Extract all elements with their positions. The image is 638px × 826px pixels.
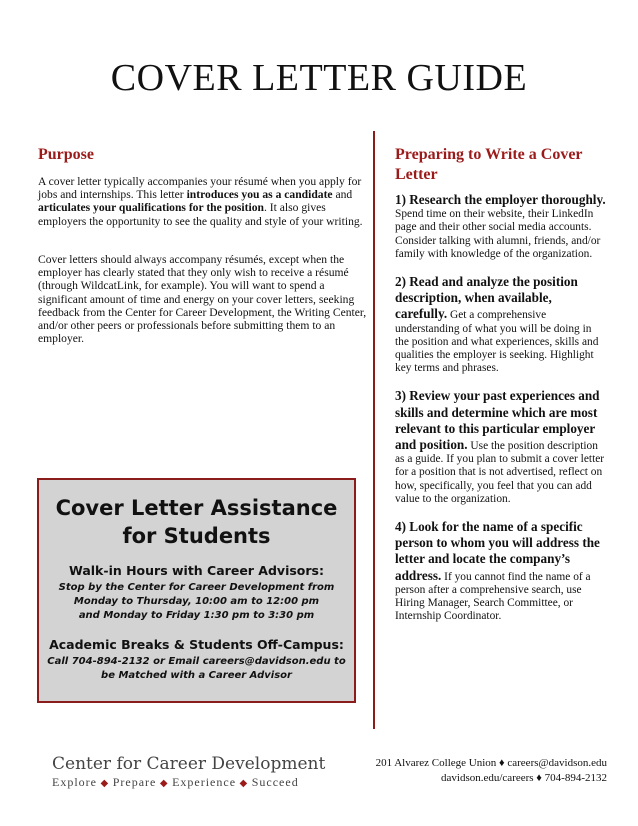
step-3	[395, 388, 607, 506]
breaks-line-1: Call 704-894-2132 or Email careers@davidson.edu to	[47, 656, 346, 667]
purpose-paragraph-1	[38, 175, 372, 228]
assistance-box	[37, 478, 356, 703]
purpose-heading: Purpose	[38, 146, 94, 163]
purpose-paragraph-1-run: articulates your qualifications for the position	[38, 201, 264, 215]
preparing-heading: Preparing to Write a Cover Letter	[395, 146, 583, 183]
purpose-paragraph-1-run: introduces you as a candidate	[186, 188, 333, 202]
walkin-heading: Walk-in Hours with Career Advisors:	[69, 563, 324, 578]
tagline-word: Experience	[172, 775, 237, 789]
purpose-paragraph-1-run: . It also gives employers the opportunity to see the quality and style of your writing.	[38, 201, 363, 228]
logo-name: Center for Career Development	[52, 754, 326, 774]
step-4	[395, 519, 607, 623]
walkin-line-1: Stop by the Center for Career Development from	[58, 582, 335, 593]
step-2-lead: 2) Read and analyze the position description, when available, carefully.	[395, 274, 578, 322]
purpose-paragraph-1-run: A cover letter typically accompanies your résumé when you apply for jobs and internships. This letter	[38, 175, 362, 202]
purpose-paragraph-1-text	[38, 175, 372, 228]
step-4-body: If you cannot find the name of a person after a comprehensive search, use Hiring Manager, Search Committee, or Internship Coordinator.	[395, 570, 591, 623]
tagline-word: Succeed	[251, 775, 299, 789]
walkin-line-2: Monday to Thursday, 10:00 am to 12:00 pm	[73, 596, 320, 607]
step-2-body: Get a comprehensive understanding of what you will be doing in the position and what experiences, skills and qualities the employer is seeking. Highlight key terms and phrases.	[395, 309, 599, 375]
contact-line-1: 201 Alvarez College Union ♦ careers@davidson.edu	[375, 757, 607, 769]
step-1-lead: 1) Research the employer thoroughly.	[395, 192, 606, 207]
step-2	[395, 274, 607, 375]
career-center-logo	[52, 754, 325, 792]
step-3-lead: 3) Review your past experiences and skills and determine which are most relevant to this particular employer and position.	[395, 388, 600, 453]
preparing-steps	[395, 192, 607, 636]
assistance-title-line-2: for Students	[122, 524, 271, 548]
tagline-word: Prepare	[112, 775, 157, 789]
column-divider	[373, 131, 375, 729]
tagline-separator-icon: ◆	[97, 778, 113, 789]
breaks-heading: Academic Breaks & Students Off-Campus:	[49, 637, 344, 652]
step-4-lead: 4) Look for the name of a specific person to whom you will address the letter and locate the company’s address.	[395, 519, 600, 583]
walkin-line-3: and Monday to Friday 1:30 pm to 3:30 pm	[78, 610, 315, 621]
page-title: COVER LETTER GUIDE	[110, 57, 528, 99]
purpose-paragraph-1-run: and	[332, 188, 353, 202]
step-3-body: Use the position description as a guide. If you plan to submit a cover letter for a position that is not advertised, reflect on how, specifically, you feel that you can add value to the organization.	[395, 440, 605, 505]
contact-line-2: davidson.edu/careers ♦ 704-894-2132	[441, 772, 607, 784]
step-1-body: Spend time on their website, their LinkedIn page and their other social media accounts. Consider talking with alumni, friends, and/or family with knowledge of the organization.	[395, 208, 601, 260]
purpose-paragraph-2-text: Cover letters should always accompany résumés, except when the employer has clearly stated that they only wish to receive a résumé (through WildcatLink, for example). You will want to spend a significant amount of time and energy on your cover letters, seeking feedback from the Center for Career Development, the Writing Center, and/or other peers or professionals before submitting them to an employer.	[38, 253, 367, 346]
assistance-box-title	[39, 494, 354, 550]
footer-contact	[365, 756, 607, 786]
tagline-separator-icon: ◆	[236, 778, 252, 789]
logo-tagline	[52, 774, 325, 792]
tagline-word: Explore	[52, 775, 97, 789]
breaks-line-2: be Matched with a Career Advisor	[101, 670, 292, 681]
step-1	[395, 192, 607, 261]
assistance-title-line-1: Cover Letter Assistance	[55, 496, 338, 520]
purpose-paragraph-2	[38, 253, 372, 345]
tagline-separator-icon: ◆	[156, 778, 173, 789]
